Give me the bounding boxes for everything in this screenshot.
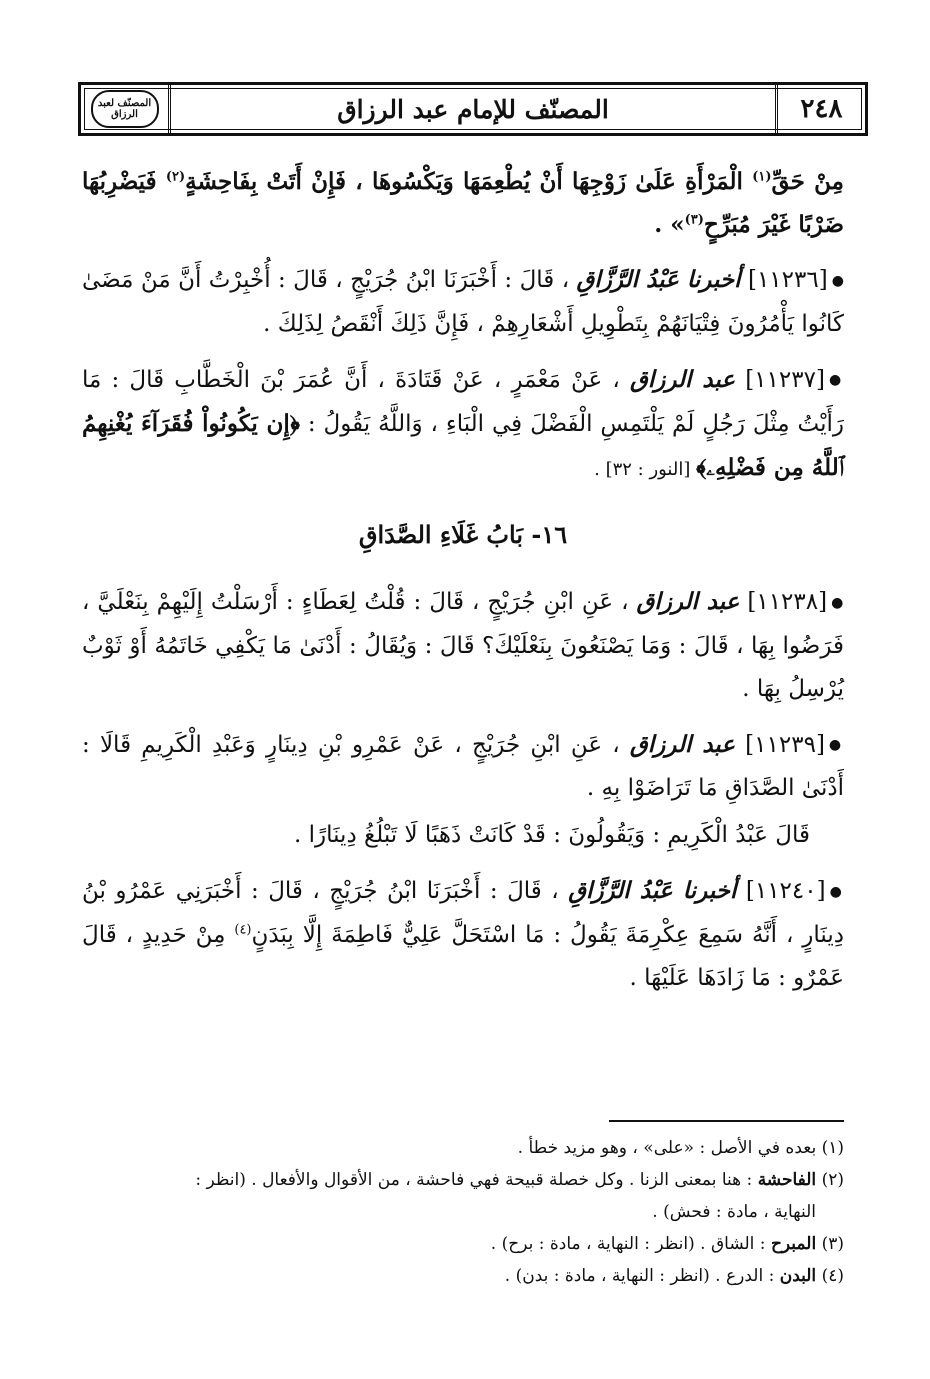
narrator-name: عبد الرزاق — [630, 365, 736, 393]
emblem-box — [81, 85, 171, 133]
running-title: المصنّف للإمام عبد الرزاق — [337, 94, 609, 124]
footnote-text: : هنا بمعنى الزنا . وكل خصلة قبيحة فهي فاحشة ، من الأقوال والأفعال . (انظر : — [195, 1170, 758, 1190]
footnotes — [82, 1132, 844, 1292]
footnote-number: (٢) — [821, 1170, 844, 1190]
text-run: مِنْ حَقِّ — [771, 168, 844, 195]
chapter-heading: ١٦- بَابُ غَلَاءِ الصَّدَاقِ — [358, 520, 568, 549]
bullet-icon: ● — [828, 372, 844, 388]
bullet-icon: ● — [828, 737, 845, 753]
page-number-box — [775, 85, 865, 133]
main-text — [82, 160, 844, 1012]
footnote-1: (١) بعده في الأصل : «على» ، وهو مزيد خطأ . — [517, 1138, 844, 1158]
hadith-11239 — [82, 723, 844, 811]
bullet-icon: ● — [829, 883, 844, 900]
footnote-4 — [82, 1260, 844, 1292]
hadith-text: مِنْ حَدِيدٍ ، قَالَ عَمْرٌو : مَا زَادَهَا عَلَيْهَا . — [82, 921, 844, 991]
footnote-term: الفاحشة — [757, 1170, 817, 1190]
footnote-term: البدن — [779, 1266, 817, 1286]
hadith-text: ، عَنْ مَعْمَرٍ ، عَنْ قَتَادَةَ ، أَنَّ عُمَرَ بْنَ الْخَطَّابِ قَالَ : مَا رَأَيْتُ مِثْلَ رَجُلٍ لَمْ يَلْتَمِسِ الْفَضْلَ فِي الْبَاءِ ، وَاللَّهُ يَقُولُ : — [82, 366, 844, 437]
hadith-text: ، عَنِ ابْنِ جُرَيْجٍ ، قَالَ : قُلْتُ لِعَطَاءٍ : أَرْسَلْتُ إِلَيْهِمْ بِنَعْلَيَّ ، فَرَضُوا بِهَا ، قَالَ : وَمَا يَصْنَعُونَ بِنَعْلَيْكَ؟ قَالَ : وَيُقَالُ : أَدْنَىٰ مَا يَكْفِي خَاتَمُهُ أَوْ ثَوْبٌ يُرْسِلُ بِهَا . — [82, 589, 844, 702]
hadith-number: [١١٢٣٩] — [745, 731, 825, 758]
hadith-11237 — [82, 358, 844, 492]
narrator-name: عبد الرزاق — [629, 730, 735, 758]
hadith-text: ، عَنِ ابْنِ جُرَيْجٍ ، عَنْ عَمْرِو بْنِ دِينَارٍ وَعَبْدِ الْكَرِيمِ قَالَا : أَدْنَىٰ الصَّدَاقِ مَا تَرَاضَوْا بِهِ . — [82, 731, 844, 801]
footnote-text: : الدرع . (انظر : النهاية ، مادة : بدن) . — [504, 1266, 780, 1286]
footnote-2 — [82, 1164, 844, 1196]
narrator-name: أخبرنا عَبْدُ الرَّزَّاقِ — [576, 266, 741, 293]
footnote-number: (٣) — [821, 1234, 844, 1254]
hadith-11240 — [82, 869, 844, 1000]
hadith-text: ، قَالَ : أَخْبَرَنَا ابْنُ جُرَيْجٍ ، قَالَ : أُخْبِرْتُ أَنَّ مَنْ مَضَىٰ كَانُوا يَأْمُرُونَ فِتْيَانَهُمْ بِتَطْوِيلِ أَشْعَارِهِمْ ، فَإِنَّ ذَلِكَ أَنْقَصُ لِذَلِكَ . — [82, 267, 844, 337]
footnote-3 — [82, 1228, 844, 1260]
text-run: الْمَرْأَةِ عَلَىٰ زَوْجِهَا أَنْ يُطْعِمَهَا وَيَكْسُوهَا ، فَإِنْ أَتَتْ بِفَاحِشَةٍ — [185, 168, 753, 195]
footnote-ref-3: (٣) — [684, 212, 704, 228]
footnote-text: : الشاق . (انظر : النهاية ، مادة : برح) . — [490, 1234, 771, 1254]
page-number: ٢٤٨ — [800, 94, 843, 124]
hadith-text: ، قَالَ : أَخْبَرَنَا ابْنُ جُرَيْجٍ ، قَالَ : أَخْبَرَنِي عَمْرُو بْنُ دِينَارٍ ، أَنَّهُ سَمِعَ عِكْرِمَةَ يَقُولُ : مَا اسْتَحَلَّ عَلِيٌّ فَاطِمَةَ إِلَّا بِبَدَنٍ — [82, 878, 844, 948]
bullet-icon: ● — [831, 594, 845, 611]
hadith-number: [١١٢٣٨] — [747, 589, 828, 615]
footnote-number: (٤) — [821, 1266, 844, 1286]
footnote-ref-4: (٤) — [234, 921, 252, 937]
quran-verse: ﴿إِن يَكُونُواْ فُقَرَآءَ يُغْنِهِمُ ٱللَّهُ مِن فَضْلِهِۦ﴾ — [82, 410, 844, 481]
footnote-2-continuation: النهاية ، مادة : فحش) . — [652, 1202, 816, 1222]
book-emblem-logo: المصنّف لعبد الرزاق — [91, 90, 159, 128]
paragraph-continuation — [82, 160, 844, 246]
verse-reference: [النور : ٣٢] . — [594, 459, 697, 480]
page-header — [78, 82, 868, 136]
hadith-number: [١١٢٣٧] — [745, 366, 825, 393]
narrator-name: عبد الرزاق — [636, 588, 740, 615]
hadith-11238 — [82, 580, 844, 711]
bullet-icon: ● — [831, 272, 845, 289]
footnote-ref-2: (٢) — [165, 169, 186, 185]
text-run: » . — [654, 211, 685, 238]
text-run: فَيَضْرِبُهَا ضَرْبًا غَيْرَ مُبَرِّحٍ — [82, 168, 844, 238]
footnote-term: المبرح — [770, 1234, 817, 1254]
footnote-divider — [609, 1120, 844, 1122]
hadith-11236 — [82, 258, 844, 346]
narrator-name: أخبرنا عَبْدُ الرَّزَّاقِ — [568, 877, 737, 904]
hadith-number: [١١٢٣٦] — [747, 267, 828, 293]
hadith-11239-continuation: قَالَ عَبْدُ الْكَرِيمِ : وَيَقُولُونَ : قَدْ كَانَتْ ذَهَبًا لَا تَبْلُغُ دِينَارًا . — [293, 822, 810, 848]
hadith-number: [١١٢٤٠] — [745, 878, 826, 904]
footnote-ref-1: (١) — [752, 169, 772, 185]
